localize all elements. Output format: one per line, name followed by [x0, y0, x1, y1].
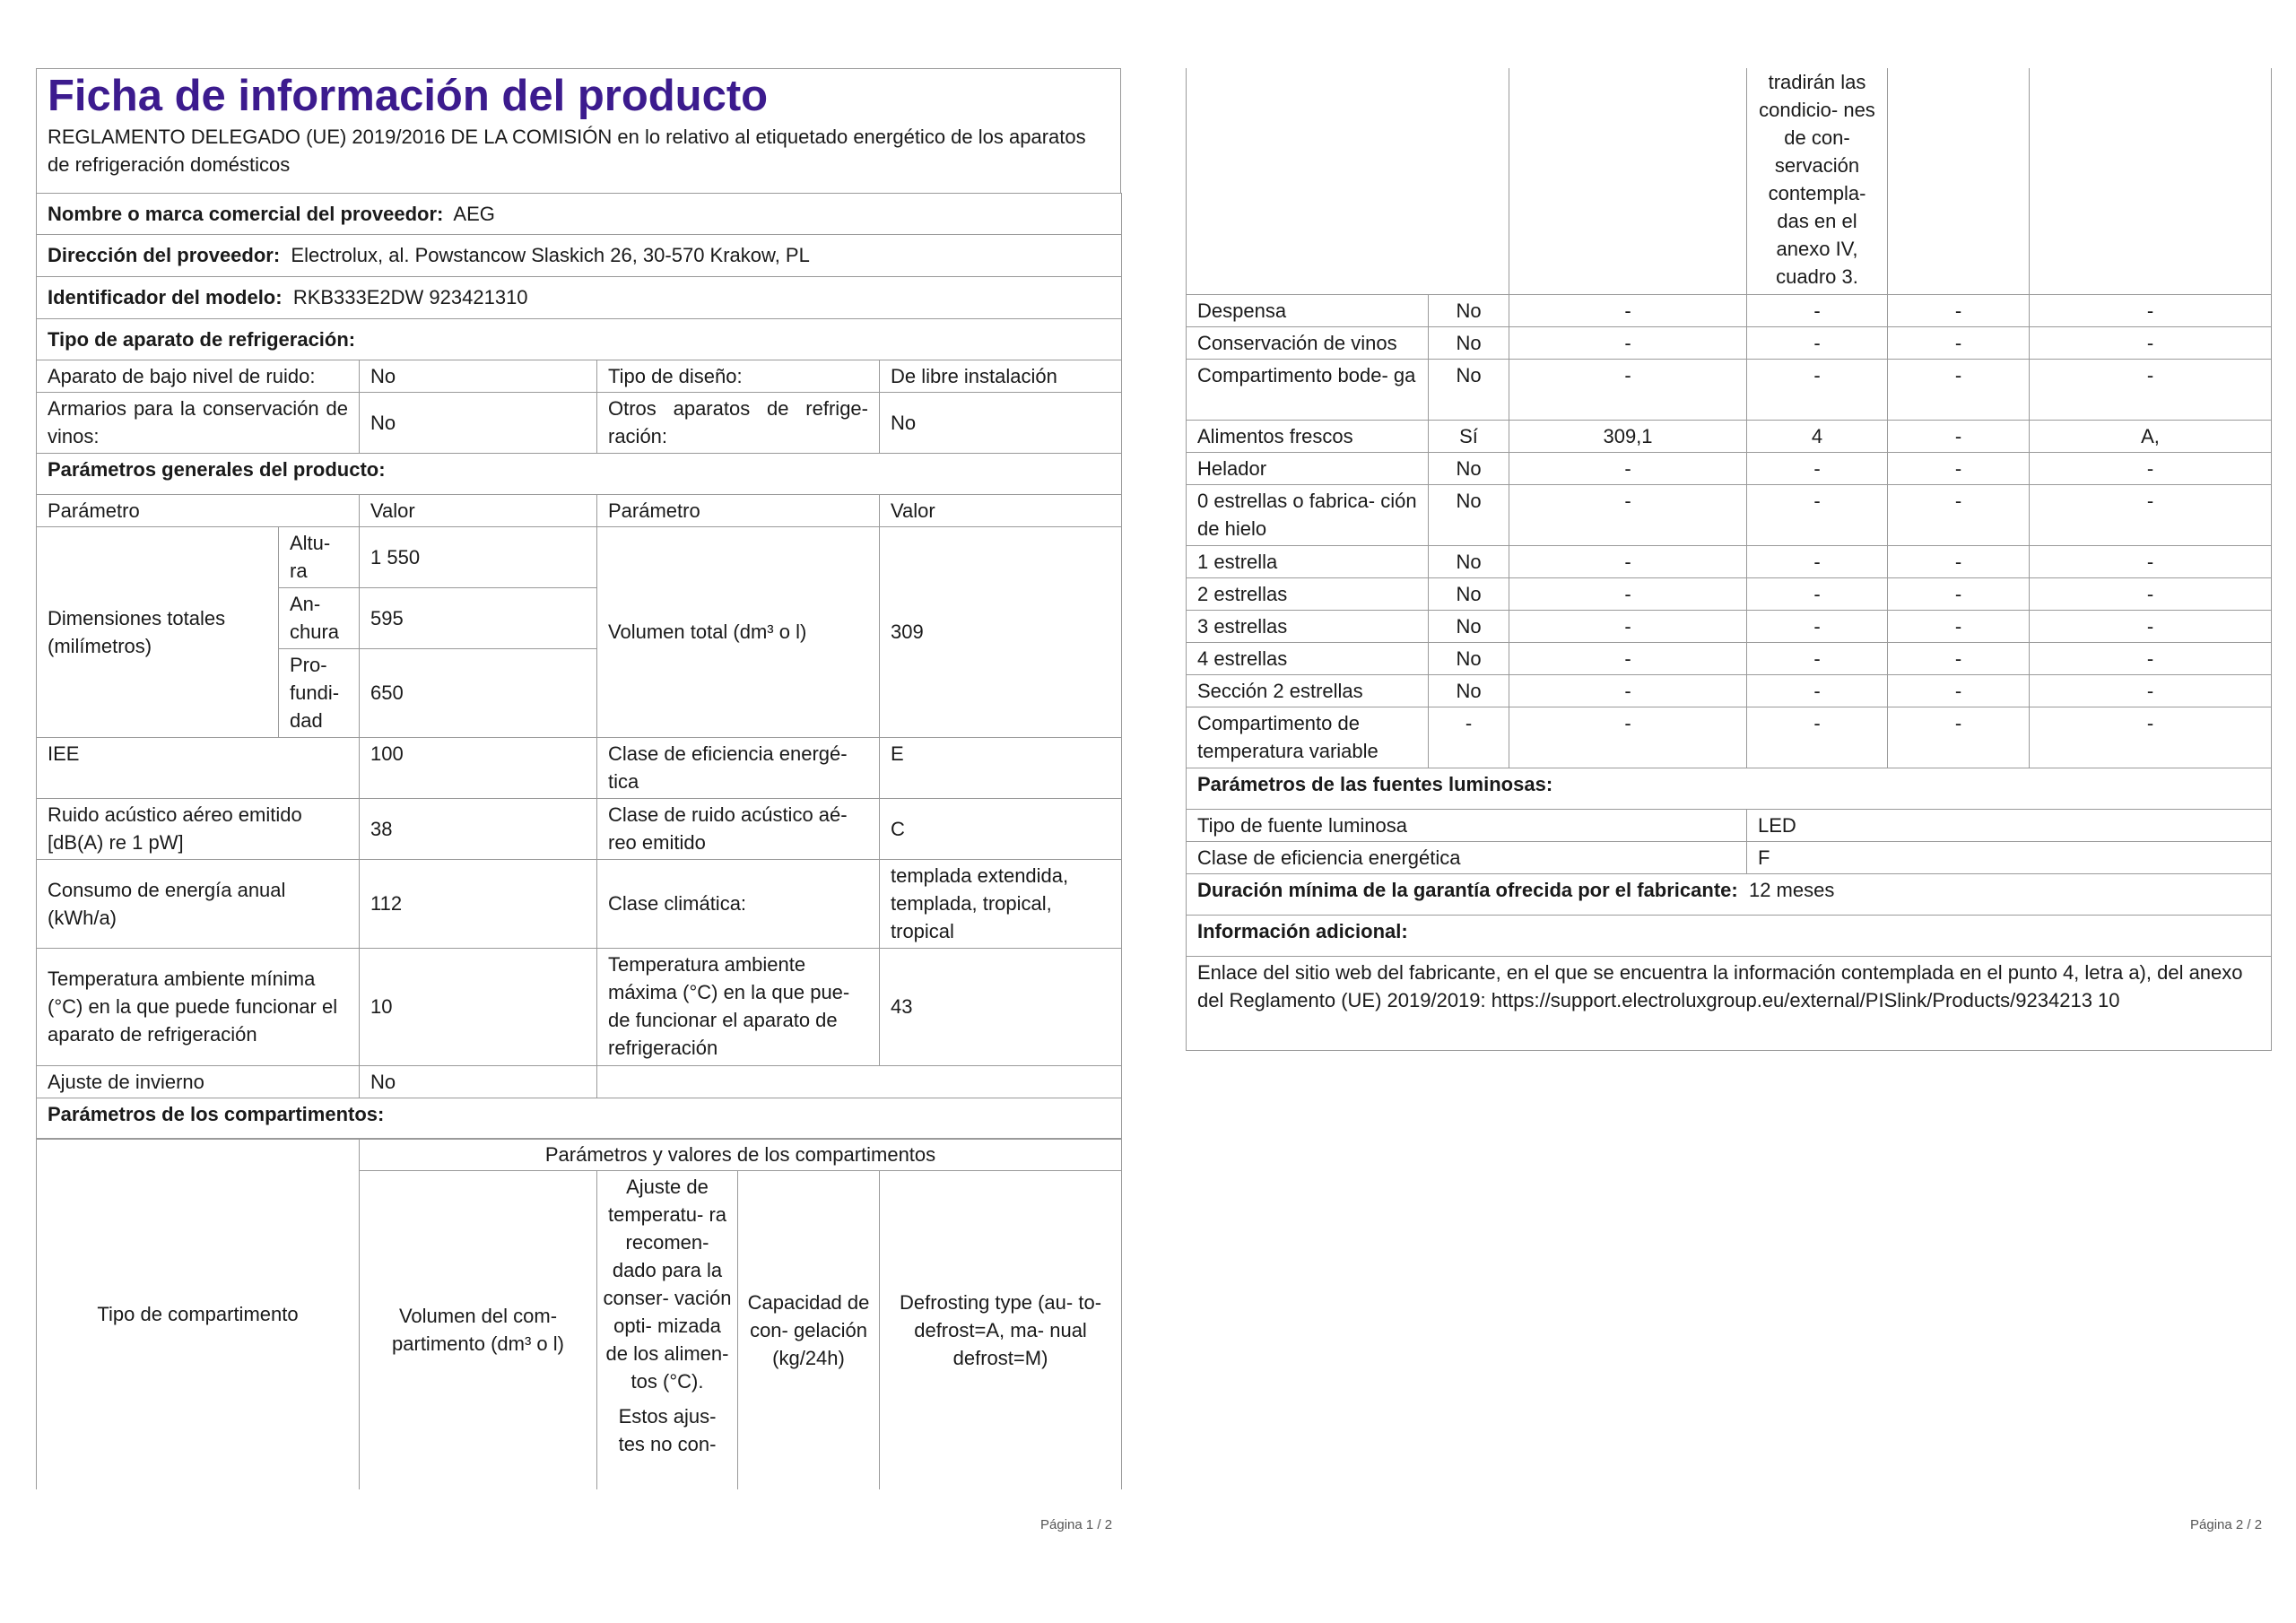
col-recommended-temp	[597, 1171, 738, 1489]
wine-storage-value: No	[360, 392, 597, 453]
compartment-capacity: -	[1888, 294, 2030, 326]
compartment-temp: -	[1747, 294, 1888, 326]
model-id-label: Identificador del modelo:	[48, 286, 283, 308]
supplier-name-value: AEG	[453, 202, 495, 225]
general-params-heading: Parámetros generales del producto:	[37, 453, 1122, 494]
col-compartment-params: Parámetros y valores de los compartimentos	[360, 1139, 1122, 1171]
compartment-row	[1187, 545, 2272, 577]
climate-class-value: templada extendida, templada, tropical, tropical	[880, 859, 1122, 948]
compartment-row	[1187, 610, 2272, 642]
regulation-text: REGLAMENTO DELEGADO (UE) 2019/2016 DE LA COMISIÓN en lo relativo al etiquetado energético de los aparatos de refrigeración domésticos	[48, 126, 1086, 176]
compartment-present: No	[1429, 326, 1509, 359]
compartment-name: Despensa	[1187, 294, 1429, 326]
compartment-capacity: -	[1888, 674, 2030, 707]
compartment-row	[1187, 484, 2272, 545]
climate-class-label: Clase climática:	[597, 859, 880, 948]
compartment-defrost: -	[2030, 707, 2272, 768]
compartment-temp: -	[1747, 452, 1888, 484]
compartment-defrost: -	[2030, 294, 2272, 326]
other-appliance-label: Otros aparatos de refrige- ración:	[597, 392, 880, 453]
continued-capacity-cell	[1888, 68, 2030, 294]
compartment-temp: -	[1747, 577, 1888, 610]
compartment-row	[1187, 707, 2272, 768]
compartment-volume: -	[1509, 642, 1747, 674]
additional-info-text: Enlace del sitio web del fabricante, en el que se encuentra la información contemplada en el punto 4, letra a), del anexo del Reglamento (UE) 2019/2019: https://support.electroluxgroup.eu/external/PISlink/Products/9234213 10	[1187, 956, 2272, 1050]
light-class-label: Clase de eficiencia energética	[1187, 841, 1747, 873]
compartment-capacity: -	[1888, 545, 2030, 577]
light-type-value: LED	[1747, 809, 2272, 841]
noise-class-label: Clase de ruido acústico aé- reo emitido	[597, 798, 880, 859]
total-volume-label: Volumen total (dm³ o l)	[597, 526, 880, 737]
product-info-table	[36, 193, 1122, 1140]
continued-defrost-cell	[2030, 68, 2272, 294]
compartment-present: No	[1429, 610, 1509, 642]
compartment-volume: -	[1509, 674, 1747, 707]
low-noise-label: Aparato de bajo nivel de ruido:	[37, 360, 360, 392]
warranty-row	[1187, 873, 2272, 915]
page-2	[1186, 68, 2271, 1051]
compartment-name: Alimentos frescos	[1187, 420, 1429, 452]
compartment-volume: -	[1509, 545, 1747, 577]
col-parameter: Parámetro	[37, 494, 360, 526]
compartment-volume: 309,1	[1509, 420, 1747, 452]
light-type-label: Tipo de fuente luminosa	[1187, 809, 1747, 841]
noise-class-value: C	[880, 798, 1122, 859]
light-class-value: F	[1747, 841, 2272, 873]
compartment-defrost: A,	[2030, 420, 2272, 452]
continued-volume-cell	[1509, 68, 1747, 294]
compartment-defrost: -	[2030, 484, 2272, 545]
supplier-address-value: Electrolux, al. Powstancow Slaskich 26, 30-570 Krakow, PL	[291, 244, 810, 266]
warranty-value: 12 meses	[1748, 878, 1835, 901]
compartment-defrost: -	[2030, 326, 2272, 359]
col-parameter-2: Parámetro	[597, 494, 880, 526]
compartment-name: Conservación de vinos	[1187, 326, 1429, 359]
compartment-present: -	[1429, 707, 1509, 768]
light-source-heading: Parámetros de las fuentes luminosas:	[1187, 768, 2272, 809]
other-appliance-value: No	[880, 392, 1122, 453]
col-freezing-capacity: Capacidad de con- gelación (kg/24h)	[738, 1171, 880, 1489]
empty-cell	[597, 1065, 1122, 1098]
compartment-present: No	[1429, 545, 1509, 577]
supplier-address-label: Dirección del proveedor:	[48, 244, 281, 266]
compartment-defrost: -	[2030, 642, 2272, 674]
compartment-defrost: -	[2030, 452, 2272, 484]
compartment-present: No	[1429, 577, 1509, 610]
col-recommended-temp-note: Estos ajus- tes no con-	[618, 1405, 717, 1455]
depth-value: 650	[360, 648, 597, 737]
noise-label: Ruido acústico aéreo emitido [dB(A) re 1 pW]	[37, 798, 360, 859]
compartment-defrost: -	[2030, 545, 2272, 577]
compartment-defrost: -	[2030, 610, 2272, 642]
max-temp-value: 43	[880, 948, 1122, 1065]
eei-label: IEE	[37, 737, 360, 798]
compartment-temp: -	[1747, 707, 1888, 768]
compartment-name: 0 estrellas o fabrica- ción de hielo	[1187, 484, 1429, 545]
width-label: An- chura	[279, 587, 360, 648]
compartment-row	[1187, 359, 2272, 420]
supplier-name-row	[37, 193, 1122, 234]
document-title: Ficha de información del producto	[48, 72, 769, 120]
compartment-present: No	[1429, 294, 1509, 326]
compartment-name: 2 estrellas	[1187, 577, 1429, 610]
compartment-temp: -	[1747, 642, 1888, 674]
compartment-row	[1187, 452, 2272, 484]
additional-info-heading: Información adicional:	[1187, 915, 2272, 956]
energy-consumption-label: Consumo de energía anual (kWh/a)	[37, 859, 360, 948]
compartment-present: No	[1429, 674, 1509, 707]
compartments-header-table	[36, 1138, 1122, 1489]
model-id-value: RKB333E2DW 923421310	[292, 286, 528, 308]
design-type-value: De libre instalación	[880, 360, 1122, 392]
compartment-capacity: -	[1888, 610, 2030, 642]
compartment-temp: 4	[1747, 420, 1888, 452]
energy-consumption-value: 112	[360, 859, 597, 948]
dimensions-label: Dimensiones totales (milímetros)	[37, 526, 279, 737]
efficiency-class-value: E	[880, 737, 1122, 798]
page-1	[36, 68, 1121, 1489]
compartment-row	[1187, 577, 2272, 610]
compartment-capacity: -	[1888, 642, 2030, 674]
compartment-capacity: -	[1888, 484, 2030, 545]
compartments-heading: Parámetros de los compartimentos:	[37, 1098, 1122, 1139]
compartment-temp: -	[1747, 484, 1888, 545]
supplier-address-row	[37, 234, 1122, 276]
compartment-present: No	[1429, 452, 1509, 484]
col-defrost-type: Defrosting type (au- to-defrost=A, ma- nual defrost=M)	[880, 1171, 1122, 1489]
compartment-volume: -	[1509, 577, 1747, 610]
depth-label: Pro- fundi- dad	[279, 648, 360, 737]
compartment-row	[1187, 294, 2272, 326]
document-header	[36, 68, 1121, 194]
height-label: Altu- ra	[279, 526, 360, 587]
compartment-temp: -	[1747, 674, 1888, 707]
compartment-present: No	[1429, 484, 1509, 545]
min-temp-value: 10	[360, 948, 597, 1065]
compartment-name: Compartimento bode- ga	[1187, 359, 1429, 420]
compartment-capacity: -	[1888, 359, 2030, 420]
compartment-volume: -	[1509, 484, 1747, 545]
compartment-capacity: -	[1888, 707, 2030, 768]
supplier-name-label: Nombre o marca comercial del proveedor:	[48, 202, 444, 225]
design-type-label: Tipo de diseño:	[597, 360, 880, 392]
continued-type-cell	[1187, 68, 1509, 294]
col-value: Valor	[360, 494, 597, 526]
compartment-capacity: -	[1888, 452, 2030, 484]
low-noise-value: No	[360, 360, 597, 392]
eei-value: 100	[360, 737, 597, 798]
compartment-present: No	[1429, 642, 1509, 674]
warranty-label: Duración mínima de la garantía ofrecida por el fabricante:	[1197, 878, 1738, 901]
compartment-name: Compartimento de temperatura variable	[1187, 707, 1429, 768]
compartment-capacity: -	[1888, 326, 2030, 359]
page-number-2: Página 2 / 2	[2190, 1517, 2263, 1532]
compartment-name: Helador	[1187, 452, 1429, 484]
compartment-row	[1187, 420, 2272, 452]
winter-setting-value: No	[360, 1065, 597, 1098]
wine-storage-label: Armarios para la conservación de vinos:	[37, 392, 360, 453]
page-number-1: Página 1 / 2	[1040, 1517, 1113, 1532]
min-temp-label: Temperatura ambiente mínima (°C) en la que puede funcionar el aparato de refrigeración	[37, 948, 360, 1065]
compartment-name: Sección 2 estrellas	[1187, 674, 1429, 707]
compartment-capacity: -	[1888, 420, 2030, 452]
winter-setting-label: Ajuste de invierno	[37, 1065, 360, 1098]
compartment-temp: -	[1747, 326, 1888, 359]
col-compartment-type: Tipo de compartimento	[37, 1139, 360, 1489]
compartment-present: Sí	[1429, 420, 1509, 452]
col-recommended-temp-text: Ajuste de temperatu- ra recomen- dado para la conser- vación opti- mizada de los alimen- tos (°C).	[603, 1176, 732, 1393]
noise-value: 38	[360, 798, 597, 859]
compartment-name: 3 estrellas	[1187, 610, 1429, 642]
total-volume-value: 309	[880, 526, 1122, 737]
col-value-2: Valor	[880, 494, 1122, 526]
compartment-defrost: -	[2030, 359, 2272, 420]
width-value: 595	[360, 587, 597, 648]
compartment-present: No	[1429, 359, 1509, 420]
compartment-rows	[1187, 294, 2272, 768]
compartment-volume: -	[1509, 326, 1747, 359]
compartment-name: 4 estrellas	[1187, 642, 1429, 674]
max-temp-label: Temperatura ambiente máxima (°C) en la que pue- de funcionar el aparato de refrigeración	[597, 948, 880, 1065]
compartment-volume: -	[1509, 452, 1747, 484]
compartment-name: 1 estrella	[1187, 545, 1429, 577]
compartment-temp: -	[1747, 610, 1888, 642]
col-recommended-temp-note-cont: tradirán las condicio- nes de con- servación contempla- das en el anexo IV, cuadro 3.	[1747, 68, 1888, 294]
compartment-row	[1187, 674, 2272, 707]
compartment-volume: -	[1509, 610, 1747, 642]
compartment-defrost: -	[2030, 577, 2272, 610]
compartment-volume: -	[1509, 707, 1747, 768]
model-id-row	[37, 276, 1122, 318]
appliance-type-heading: Tipo de aparato de refrigeración:	[37, 318, 1122, 360]
compartment-capacity: -	[1888, 577, 2030, 610]
height-value: 1 550	[360, 526, 597, 587]
compartment-volume: -	[1509, 294, 1747, 326]
compartments-table	[1186, 68, 2272, 1051]
col-compartment-volume: Volumen del com- partimento (dm³ o l)	[360, 1171, 597, 1489]
compartment-row	[1187, 642, 2272, 674]
compartment-defrost: -	[2030, 674, 2272, 707]
efficiency-class-label: Clase de eficiencia energé- tica	[597, 737, 880, 798]
compartment-volume: -	[1509, 359, 1747, 420]
compartment-row	[1187, 326, 2272, 359]
compartment-temp: -	[1747, 359, 1888, 420]
compartment-temp: -	[1747, 545, 1888, 577]
